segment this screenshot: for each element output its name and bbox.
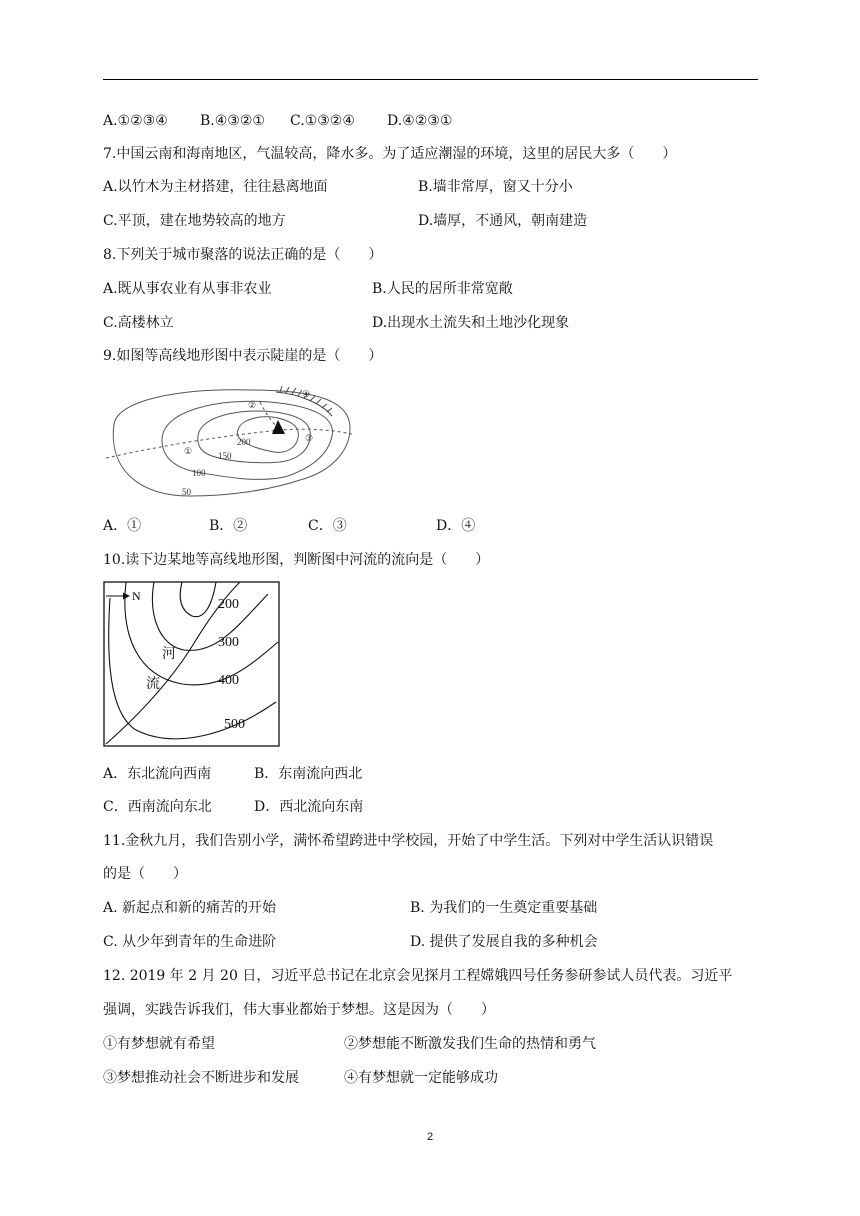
q11-option-a[interactable]: A. 新起点和新的痛苦的开始 xyxy=(103,900,277,916)
q7-option-a[interactable]: A.以竹木为主材搭建，往往悬离地面 xyxy=(103,179,328,195)
label-500: 500 xyxy=(224,717,245,732)
q9-stem: 9.如图等高线地形图中表示陡崖的是（ ） xyxy=(103,348,383,364)
label-200: 200 xyxy=(218,597,239,612)
q8-option-c[interactable]: C.高楼林立 xyxy=(103,315,174,331)
contour-300 xyxy=(152,582,268,650)
q7-option-b[interactable]: B.墙非常厚，窗又十分小 xyxy=(418,179,573,195)
q11-option-c[interactable]: C. 从少年到青年的生命进阶 xyxy=(103,934,277,950)
q7-option-d[interactable]: D.墙厚，不通风，朝南建造 xyxy=(418,213,588,229)
q6-option-c[interactable]: C.①③②④ xyxy=(290,113,355,129)
river-char-2: 流 xyxy=(146,677,160,692)
contour-400 xyxy=(125,582,278,685)
q7-option-c[interactable]: C.平顶，建在地势较高的地方 xyxy=(103,213,286,229)
contour-200 xyxy=(237,417,298,453)
north-arrow-icon xyxy=(123,593,130,600)
label-150: 150 xyxy=(218,451,232,461)
marker-4: ④ xyxy=(302,389,311,399)
q6-option-d[interactable]: D.④②③① xyxy=(387,113,453,129)
label-400: 400 xyxy=(218,673,239,688)
q10-option-d[interactable]: D．西北流向东南 xyxy=(254,799,364,815)
label-100: 100 xyxy=(192,468,206,478)
q9-contour-map xyxy=(100,380,360,505)
contour-150 xyxy=(198,411,310,463)
q11-stem-line1: 11.金秋九月，我们告别小学，满怀希望跨进中学校园，开始了中学生活。下列对中学生活认识错误 xyxy=(103,833,714,849)
q12-stem-line1: 12. 2019 年 2 月 20 日，习近平总书记在北京会见探月工程嫦娥四号任务参研参试人员代表。习近平 xyxy=(103,968,733,984)
q12-statement-2[interactable]: ②梦想能不断激发我们生命的热情和勇气 xyxy=(344,1036,596,1052)
label-300: 300 xyxy=(218,635,239,650)
north-label: N xyxy=(132,589,141,603)
dashed-slope-line xyxy=(260,402,278,428)
q6-option-a[interactable]: A.①②③④ xyxy=(103,113,168,129)
q8-option-b[interactable]: B.人民的居所非常宽敞 xyxy=(372,281,513,297)
label-200: 200 xyxy=(237,437,251,447)
q12-stem-line2: 强调，实践告诉我们，伟大事业都始于梦想。这是因为（ ） xyxy=(103,1002,495,1018)
q9-option-d[interactable]: D．④ xyxy=(436,518,476,534)
q8-option-d[interactable]: D.出现水土流失和土地沙化现象 xyxy=(372,315,570,331)
q10-option-c[interactable]: C．西南流向东北 xyxy=(103,799,212,815)
label-50: 50 xyxy=(182,487,191,497)
q11-stem-line2: 的是（ ） xyxy=(103,866,187,882)
q6-option-b[interactable]: B.④③②① xyxy=(200,113,265,129)
river-char-1: 河 xyxy=(162,647,176,662)
q9-option-a[interactable]: A．① xyxy=(103,518,142,534)
q9-option-c[interactable]: C．③ xyxy=(308,518,347,534)
q8-stem: 8.下列关于城市聚落的说法正确的是（ ） xyxy=(103,247,383,263)
contour-50 xyxy=(113,390,350,496)
q12-statement-1[interactable]: ①有梦想就有希望 xyxy=(103,1036,215,1052)
q12-statement-4[interactable]: ④有梦想就一定能够成功 xyxy=(344,1070,498,1086)
q10-contour-map xyxy=(100,580,285,752)
header-rule xyxy=(103,79,758,80)
q9-option-b[interactable]: B．② xyxy=(209,518,248,534)
q7-stem: 7.中国云南和海南地区，气温较高，降水多。为了适应潮湿的环境，这里的居民大多（ ） xyxy=(103,146,677,162)
q12-statement-3[interactable]: ③梦想推动社会不断进步和发展 xyxy=(103,1070,299,1086)
marker-2: ② xyxy=(248,400,257,410)
contour-200 xyxy=(180,582,216,617)
summit-triangle-icon xyxy=(272,420,285,434)
q11-option-d[interactable]: D. 提供了发展自我的多种机会 xyxy=(410,934,598,950)
marker-1: ① xyxy=(184,446,193,456)
q10-option-b[interactable]: B．东南流向西北 xyxy=(254,766,363,782)
q11-option-b[interactable]: B. 为我们的一生奠定重要基础 xyxy=(410,900,598,916)
q8-option-a[interactable]: A.既从事农业有从事非农业 xyxy=(103,281,272,297)
marker-3: ③ xyxy=(305,433,314,443)
q10-stem: 10.读下边某地等高线地形图，判断图中河流的流向是（ ） xyxy=(103,552,490,568)
page-number: 2 xyxy=(426,1131,434,1143)
q10-option-a[interactable]: A．东北流向西南 xyxy=(103,766,212,782)
